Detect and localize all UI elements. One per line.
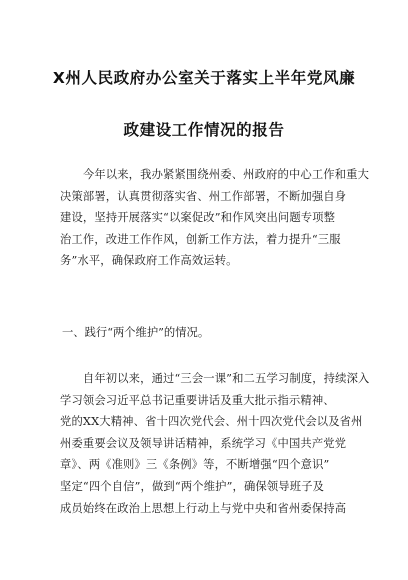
intro-paragraph: [60, 164, 370, 272]
paragraph-line: 今年以来，我办紧紧围绕州委、州政府的中心工作和重大: [60, 168, 370, 181]
paragraph-line: 学习领会习近平总书记重要讲话及重大批示指示精神、: [60, 393, 335, 407]
paragraph-line: 成员始终在政治上思想上行动上与党中央和省州委保持高: [60, 501, 347, 515]
paragraph-line: 务”水平，确保政府工作高效运转。: [60, 254, 238, 268]
paragraph-line: 治工作，改进工作作风，创新工作方法，着力提升“三服: [60, 232, 341, 246]
paragraph-line: 自年初以来，通过“三会一课”和二五学习制度，持续深入: [60, 372, 370, 385]
document-title-line-1: X州人民政府办公室关于落实上半年党风廉: [52, 69, 356, 87]
paragraph-line: 党的XX大精神、省十四次党代会、州十四次党代会以及省州: [60, 415, 363, 429]
paragraph-line: 建设，坚持开展落实“以案促改”和作风突出问题专项整: [60, 211, 336, 225]
paragraph-line: 决策部署，认真贯彻落实省、州工作部署，不断加强自身: [60, 189, 347, 203]
paragraph-line: 章》、两《准则》三《条例》等，不断增强“四个意识”: [60, 458, 330, 472]
document-title-line-2: 政建设工作情况的报告: [123, 121, 285, 139]
section-heading: 一、践行“两个维护”的情况。: [62, 326, 210, 339]
paragraph-line: 州委重要会议及领导讲话精神，系统学习《中国共产党党: [60, 436, 347, 450]
paragraph-line: 坚定“四个自信”，做到“两个维护”，确保领导班子及: [60, 479, 325, 493]
section-1-paragraph: [60, 368, 370, 519]
